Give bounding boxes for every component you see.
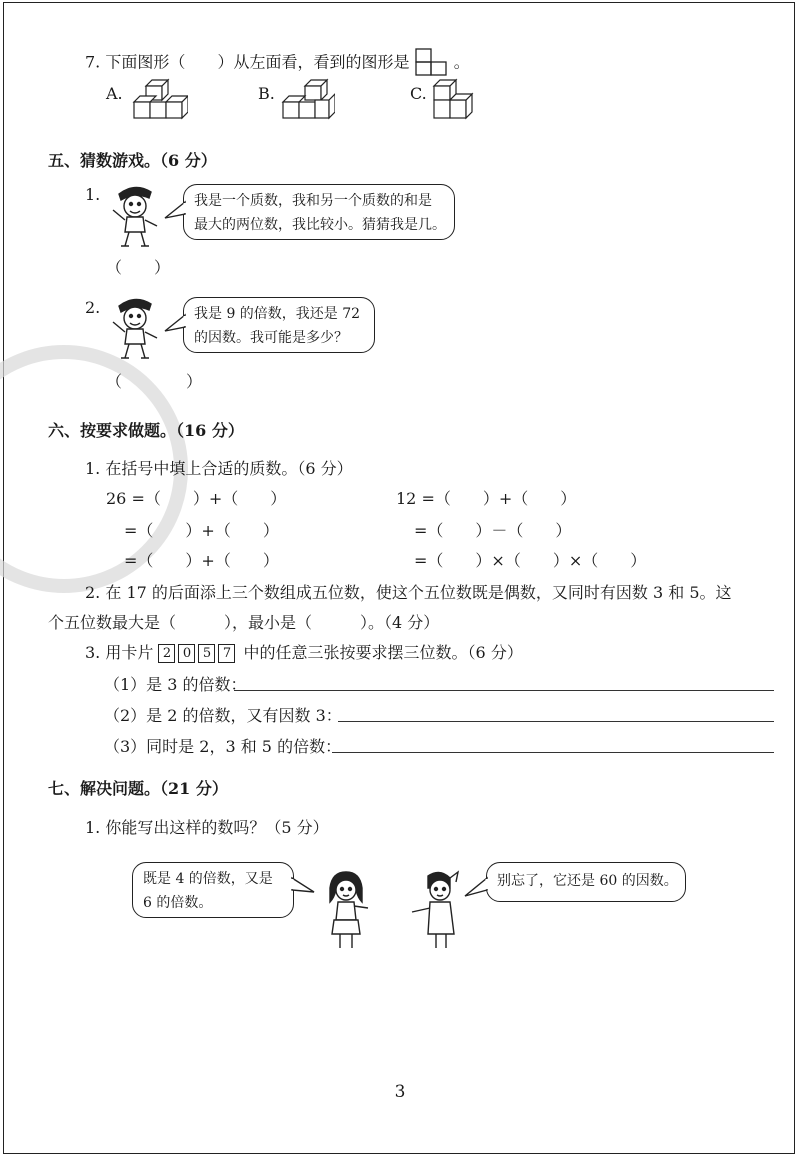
q3-text-after: 中的任意三张按要求摆三位数。（6 分） <box>243 643 523 662</box>
q7-line <box>85 48 470 78</box>
section5-title: 五、猜数游戏。（6 分） <box>48 151 217 170</box>
number-card: 2 <box>158 644 175 663</box>
page-number: 3 <box>394 1082 406 1102</box>
q1-left-row1[interactable]: 26 =（ ）+（ ） <box>106 489 287 508</box>
bubble-left-line2: 6 的倍数。 <box>143 895 213 911</box>
pirate-boy-icon <box>105 292 165 362</box>
left-view-grid-icon <box>415 48 449 78</box>
speech-bubble-item1 <box>183 184 455 240</box>
section5-item2-answer[interactable]: （ ） <box>106 372 203 391</box>
q1-right-row3[interactable]: =（ ）×（ ）×（ ） <box>414 551 647 570</box>
q3-sub2-label: （2）是 2 的倍数，又有因数 3： <box>104 706 342 725</box>
section5-item2-number: 2. <box>85 298 101 317</box>
section6-q1-title: 1. 在括号中填上合适的质数。（6 分） <box>85 459 353 478</box>
bubble-tail-icon <box>291 876 315 900</box>
number-card: 7 <box>218 644 235 663</box>
q3-text-before: 3. 用卡片 <box>85 643 154 662</box>
section6-q2-line1: 2. 在 17 的后面添上三个数组成五位数，使这个五位数既是偶数，又同时有因数 3 和 5。这 <box>85 583 732 602</box>
number-card: 0 <box>178 644 195 663</box>
bubble-tail-icon <box>164 200 186 224</box>
q3-sub1-answer-line[interactable] <box>234 690 774 691</box>
q3-sub2-answer-line[interactable] <box>338 721 774 722</box>
q3-sub1-label: （1）是 3 的倍数： <box>104 675 247 694</box>
q1-left-row2[interactable]: =（ ）+（ ） <box>124 521 279 540</box>
cube-figure-c-icon <box>432 78 474 124</box>
section6-q3-line <box>85 640 523 663</box>
speech-bubble-item2 <box>183 297 375 353</box>
q7-option-a-label: A. <box>106 84 123 103</box>
number-card: 5 <box>198 644 215 663</box>
speech-bubble-left <box>132 862 294 918</box>
q1-right-row1[interactable]: 12 =（ ）+（ ） <box>396 489 577 508</box>
speech-bubble-right <box>486 862 686 902</box>
section5-item1-number: 1. <box>85 185 101 204</box>
section7-title: 七、解决问题。（21 分） <box>48 779 228 798</box>
bubble-left-line1: 既是 4 的倍数，又是 <box>143 871 273 887</box>
q3-sub3-answer-line[interactable] <box>332 752 774 753</box>
q7-option-b-label: B. <box>258 84 275 103</box>
cube-figure-a-icon <box>132 78 188 124</box>
section5-item1-answer[interactable]: （ ） <box>106 258 171 277</box>
q7-text-before: 7. 下面图形（ <box>85 52 186 72</box>
section6-title: 六、按要求做题。（16 分） <box>48 421 244 440</box>
q1-left-row3[interactable]: =（ ）+（ ） <box>124 551 279 570</box>
pirate-boy-icon <box>105 180 165 250</box>
section7-q1-title: 1. 你能写出这样的数吗？（5 分） <box>85 818 329 837</box>
bubble-tail-icon <box>164 313 186 337</box>
bubble-tail-icon <box>464 876 488 900</box>
q7-period: 。 <box>453 52 470 72</box>
q7-option-c-label: C. <box>410 84 427 103</box>
bubble-item2-line1: 我是 9 的倍数，我还是 72 <box>194 306 361 322</box>
bubble-item2-line2: 的因数。我可能是多少？ <box>194 330 348 346</box>
bubble-item1-line2: 最大的两位数，我比较小。猜猜我是几。 <box>194 217 446 233</box>
section6-q2-line2[interactable]: 个五位数最大是（ ），最小是（ ）。（4 分） <box>48 613 440 632</box>
bubble-right-text: 别忘了，它还是 60 的因数。 <box>497 873 678 889</box>
bubble-item1-line1: 我是一个质数，我和另一个质数的和是 <box>194 193 432 209</box>
q3-sub3-label: （3）同时是 2，3 和 5 的倍数： <box>104 737 342 756</box>
q1-right-row2[interactable]: =（ ）－（ ） <box>414 521 572 540</box>
girl-character-icon <box>406 868 468 952</box>
q7-text-after: ）从左面看，看到的图形是 <box>217 52 410 72</box>
cube-figure-b-icon <box>281 78 335 124</box>
girl-character-icon <box>318 868 374 952</box>
